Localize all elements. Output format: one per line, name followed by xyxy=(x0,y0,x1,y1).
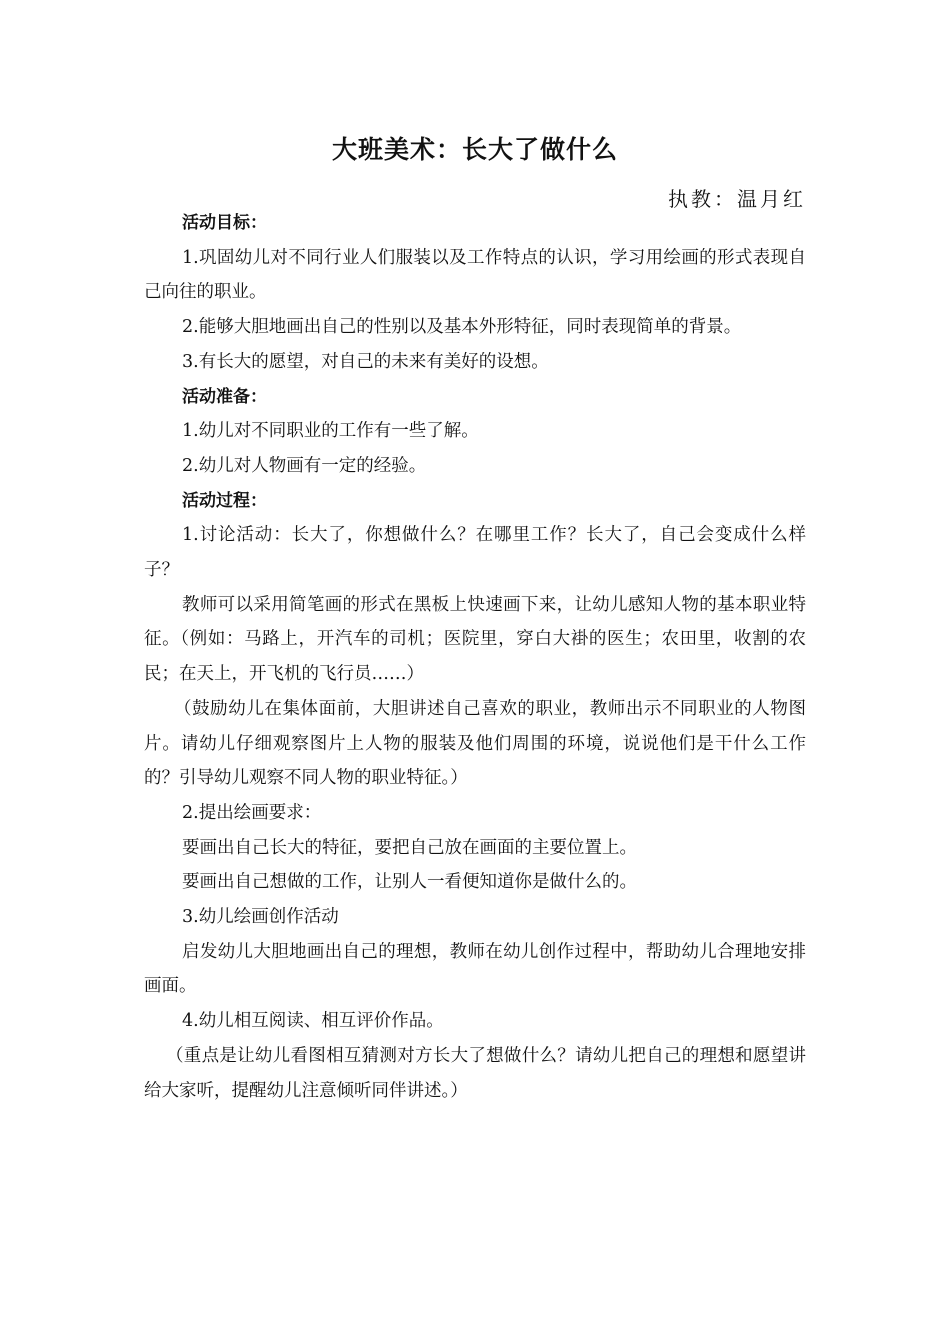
paragraph: 2.幼儿对人物画有一定的经验。 xyxy=(182,455,427,476)
paragraph: 教师可以采用简笔画的形式在黑板上快速画下来，让幼儿感知人物的基本职业特征。（例如：马路上，开汽车的司机；医院里，穿白大褂的医生；农田里，收割的农民；在天上，开飞机的飞行员……） xyxy=(144,594,806,685)
document-title: 大班美术：长大了做什么 xyxy=(331,135,618,164)
paragraph: 启发幼儿大胆地画出自己的理想，教师在幼儿创作过程中，帮助幼儿合理地安排画面。 xyxy=(144,941,806,997)
paragraph: 要画出自己想做的工作，让别人一看便知道你是做什么的。 xyxy=(182,872,637,893)
paragraph: 1.巩固幼儿对不同行业人们服装以及工作特点的认识，学习用绘画的形式表现自己向往的职业。 xyxy=(144,247,806,303)
section-heading-goals: 活动目标： xyxy=(182,213,267,233)
paragraph: 2.能够大胆地画出自己的性别以及基本外形特征，同时表现简单的背景。 xyxy=(182,317,742,338)
document-body xyxy=(144,206,806,1108)
paragraph: 3.幼儿绘画创作活动 xyxy=(182,907,339,928)
paragraph: 3.有长大的愿望，对自己的未来有美好的设想。 xyxy=(182,351,549,372)
paragraph-note: （鼓励幼儿在集体面前，大胆讲述自己喜欢的职业，教师出示不同职业的人物图片。请幼儿仔细观察图片上人物的服装及他们周围的环境，说说他们是干什么工作的？引导幼儿观察不同人物的职业特征。） xyxy=(144,698,806,789)
paragraph: 1.讨论活动：长大了，你想做什么？在哪里工作？长大了，自己会变成什么样子？ xyxy=(144,525,806,581)
section-heading-preparation: 活动准备： xyxy=(182,386,267,407)
author-line: 执教：温月红 xyxy=(668,187,806,211)
paragraph-note: （重点是让幼儿看图相互猜测对方长大了想做什么？请幼儿把自己的理想和愿望讲给大家听，提醒幼儿注意倾听同伴讲述。） xyxy=(144,1045,806,1101)
paragraph: 2.提出绘画要求： xyxy=(182,802,322,823)
paragraph: 要画出自己长大的特征，要把自己放在画面的主要位置上。 xyxy=(182,837,637,858)
section-heading-process: 活动过程： xyxy=(182,490,267,511)
paragraph: 1.幼儿对不同职业的工作有一些了解。 xyxy=(182,421,479,442)
paragraph: 4.幼儿相互阅读、相互评价作品。 xyxy=(182,1011,444,1032)
